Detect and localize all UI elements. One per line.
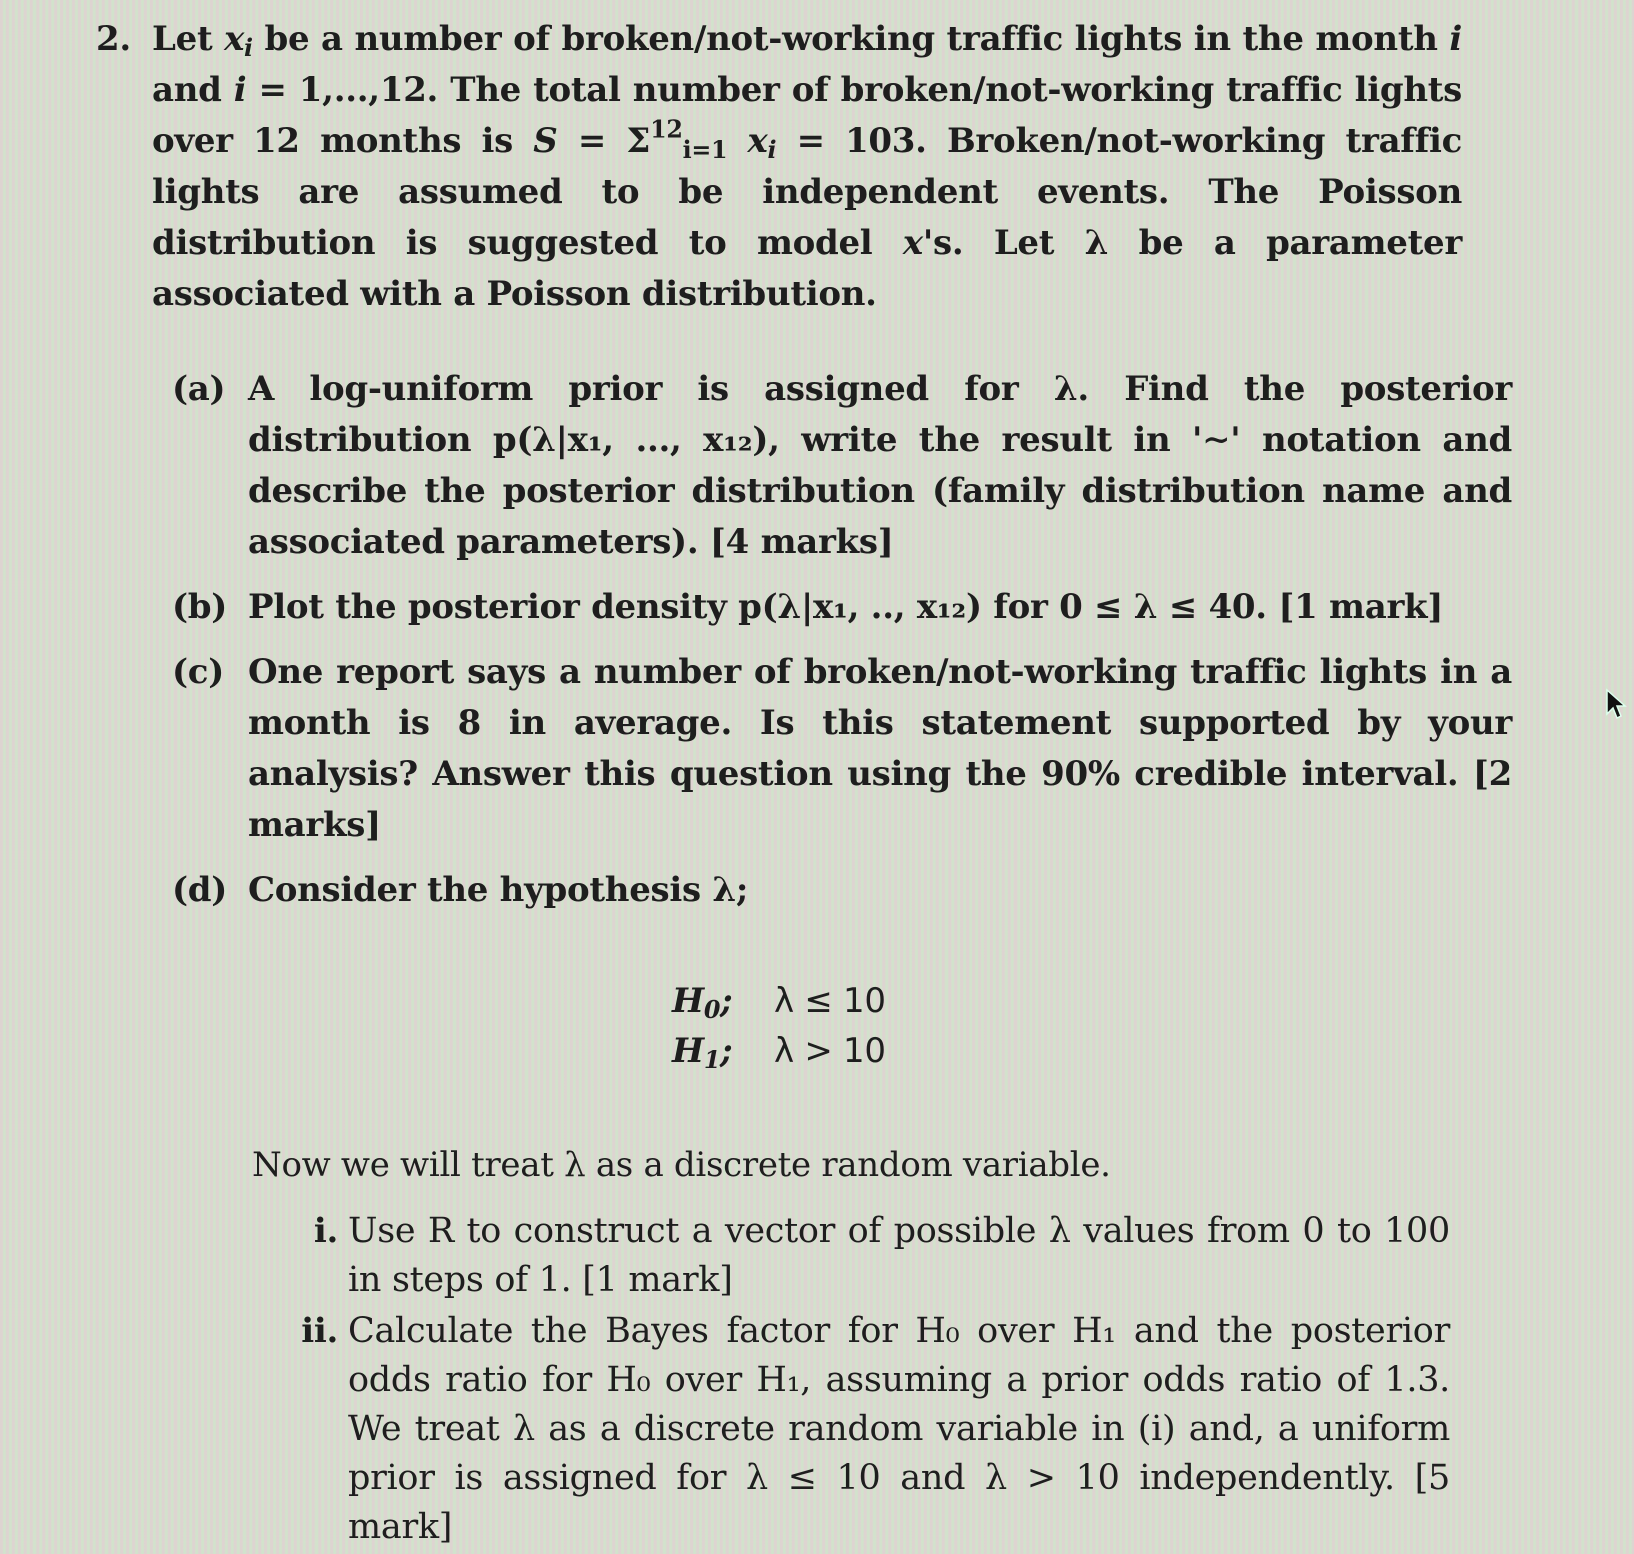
sub-part-text: Use R to construct a vector of possible λ values from 0 to 100 in steps of 1. [1 mark] [348,1211,1450,1300]
part-b [172,582,1512,633]
intro-text: Let [152,19,225,59]
question-number: 2. [96,19,131,59]
math-var: i [1449,19,1462,59]
math-var: x [224,19,245,59]
hypothesis-index: 1 [703,1045,721,1074]
sum-upper: 12 [650,115,683,144]
math-subscript: i [767,135,777,164]
intro-text: = 1,...,12. The total number of broken/not-working traffic lights over 12 months is [152,70,1462,161]
exam-question [96,14,1526,1554]
sum-lower: i=1 [682,135,728,164]
discrete-note: Now we will treat λ as a discrete random variable. [252,1145,1111,1185]
intro-text: and [152,70,234,110]
math-var: i [233,70,247,110]
hypothesis-condition: λ > 10 [774,1031,886,1071]
intro-text: = 103. Broken/not-working traffic lights are assumed to be independent events. The Poisson distribution is suggested to model [152,121,1462,263]
sum-symbol: = Σ [557,121,651,161]
part-a [172,364,1512,568]
math-var: x [727,121,768,161]
hypothesis-label [672,1026,774,1076]
part-text: A log-uniform prior is assigned for λ. Find the posterior distribution p(λ|x₁, ..., x₁₂), write the result in '∼' notation and describe the posterior distribution (family distribution name and associated parameters). [4 marks] [248,369,1512,562]
hypothesis-h0 [672,976,1512,1026]
question-intro [96,14,1526,320]
hypothesis-index: 0 [703,995,721,1024]
part-d [172,865,1512,916]
hypothesis-name: H [672,981,704,1021]
hypotheses [672,976,1512,1076]
math-var: x [902,223,923,263]
sub-part-ii [280,1307,1450,1552]
hypothesis-condition: λ ≤ 10 [774,981,886,1021]
hypothesis-label [672,976,774,1026]
sub-part-i [280,1207,1450,1305]
mouse-pointer-icon [1605,688,1629,722]
hypothesis-sep: ; [720,981,733,1021]
intro-text: be a number of broken/not-working traffic lights in the month [252,19,1450,59]
question-intro-text [152,14,1462,320]
part-text: One report says a number of broken/not-working traffic lights in a month is 8 in average. Is this statement supported by your analysis? Answer this question using the 90% credible interval. [2 marks] [248,652,1512,845]
part-c [172,647,1512,851]
hypothesis-name: H [672,1031,704,1071]
part-label: (b) [172,587,228,627]
sub-part-label: ii. [301,1311,338,1351]
sub-parts [280,1207,1450,1552]
part-text: Consider the hypothesis λ; [248,870,749,910]
part-text: Plot the posterior density p(λ|x₁, .., x₁₂) for 0 ≤ λ ≤ 40. [1 mark] [248,587,1444,627]
intro-text: 's. Let λ be a parameter associated with a Poisson distribution. [152,223,1462,314]
part-label: (a) [172,369,226,409]
math-var: S [533,121,558,161]
hypothesis-h1 [672,1026,1512,1076]
question-parts [172,364,1512,1552]
part-label: (d) [172,870,228,910]
sub-part-label: i. [313,1211,338,1251]
math-subscript: i [244,33,253,62]
sub-part-text: Calculate the Bayes factor for H₀ over H₁ and the posterior odds ratio for H₀ over H₁, assuming a prior odds ratio of 1.3. We treat λ as a discrete random variable in (i) and, a uniform prior is assigned for λ ≤ 10 and λ > 10 independently. [5 mark] [348,1311,1450,1547]
hypothesis-sep: ; [720,1031,733,1071]
part-label: (c) [172,652,224,692]
